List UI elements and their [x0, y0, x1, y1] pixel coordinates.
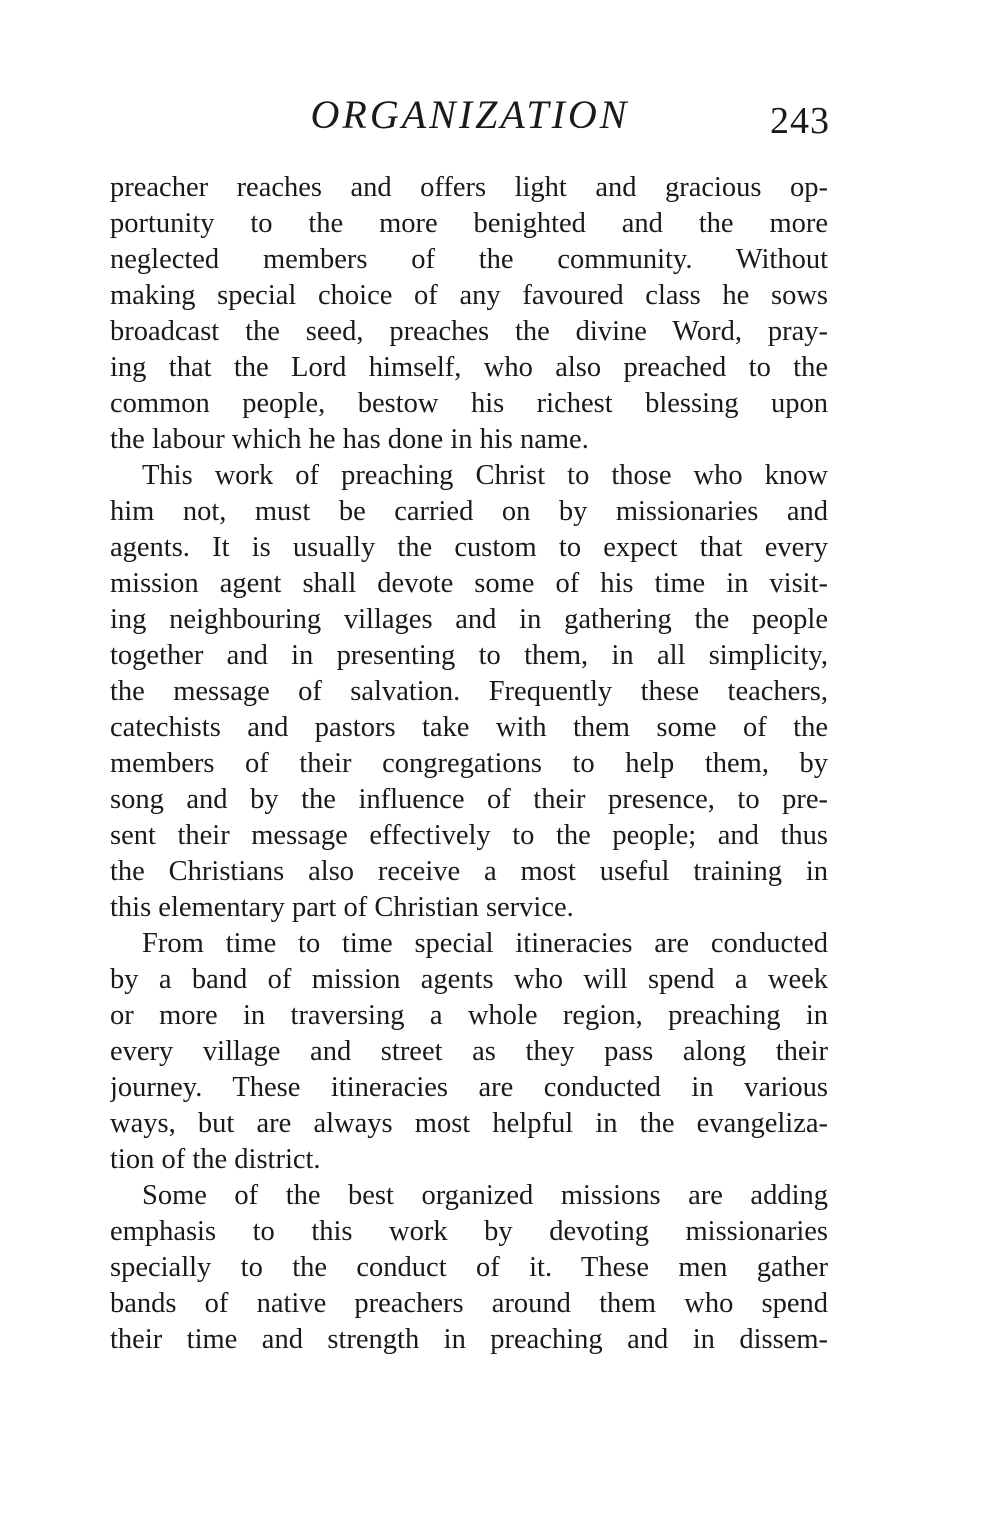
text-line: members of their congregations to help them, by	[110, 748, 828, 779]
text-line: emphasis to this work by devoting missionaries	[110, 1216, 828, 1247]
text-line: song and by the influence of their presence, to pre-	[110, 784, 828, 815]
text-line: common people, bestow his richest blessing upon	[110, 388, 828, 419]
text-line: together and in presenting to them, in all simplicity,	[110, 640, 828, 671]
text-line: bands of native preachers around them who spend	[110, 1288, 828, 1319]
text-line: making special choice of any favoured class he sows	[110, 280, 828, 311]
text-line: their time and strength in preaching and in dissem-	[110, 1324, 828, 1355]
running-head	[110, 90, 830, 146]
text-line: ways, but are always most helpful in the evangeliza-	[110, 1108, 828, 1139]
text-line: specially to the conduct of it. These men gather	[110, 1252, 828, 1283]
text-line: neglected members of the community. Without	[110, 244, 828, 275]
text-line: catechists and pastors take with them some of the	[110, 712, 828, 743]
text-line: preacher reaches and offers light and gracious op-	[110, 172, 828, 203]
paragraph	[110, 170, 828, 458]
text-line: portunity to the more benighted and the more	[110, 208, 828, 239]
text-line: From time to time special itineracies are conducted	[142, 928, 828, 959]
text-line: ing that the Lord himself, who also preached to the	[110, 352, 828, 383]
text-line: mission agent shall devote some of his time in visit-	[110, 568, 828, 599]
paragraph	[110, 1178, 828, 1358]
text-line: the message of salvation. Frequently these teachers,	[110, 676, 828, 707]
body-text	[110, 170, 828, 1358]
text-line: the labour which he has done in his name.	[110, 424, 589, 455]
paragraph	[110, 926, 828, 1178]
text-line: this elementary part of Christian service.	[110, 892, 574, 923]
paragraph	[110, 458, 828, 926]
text-line: agents. It is usually the custom to expect that every	[110, 532, 828, 563]
text-line: or more in traversing a whole region, preaching in	[110, 1000, 828, 1031]
text-line: him not, must be carried on by missionaries and	[110, 496, 828, 527]
text-line: tion of the district.	[110, 1144, 321, 1175]
text-line: the Christians also receive a most useful training in	[110, 856, 828, 887]
page-number: 243	[770, 100, 830, 142]
text-line: every village and street as they pass along their	[110, 1036, 828, 1067]
text-line: by a band of mission agents who will spend a week	[110, 964, 828, 995]
text-line: ing neighbouring villages and in gathering the people	[110, 604, 828, 635]
text-line: This work of preaching Christ to those who know	[142, 460, 828, 491]
running-title: ORGANIZATION	[310, 92, 630, 137]
text-line: sent their message effectively to the people; and thus	[110, 820, 828, 851]
text-line: broadcast the seed, preaches the divine Word, pray-	[110, 316, 828, 347]
text-line: journey. These itineracies are conducted in various	[110, 1072, 828, 1103]
text-line: Some of the best organized missions are adding	[142, 1180, 828, 1211]
